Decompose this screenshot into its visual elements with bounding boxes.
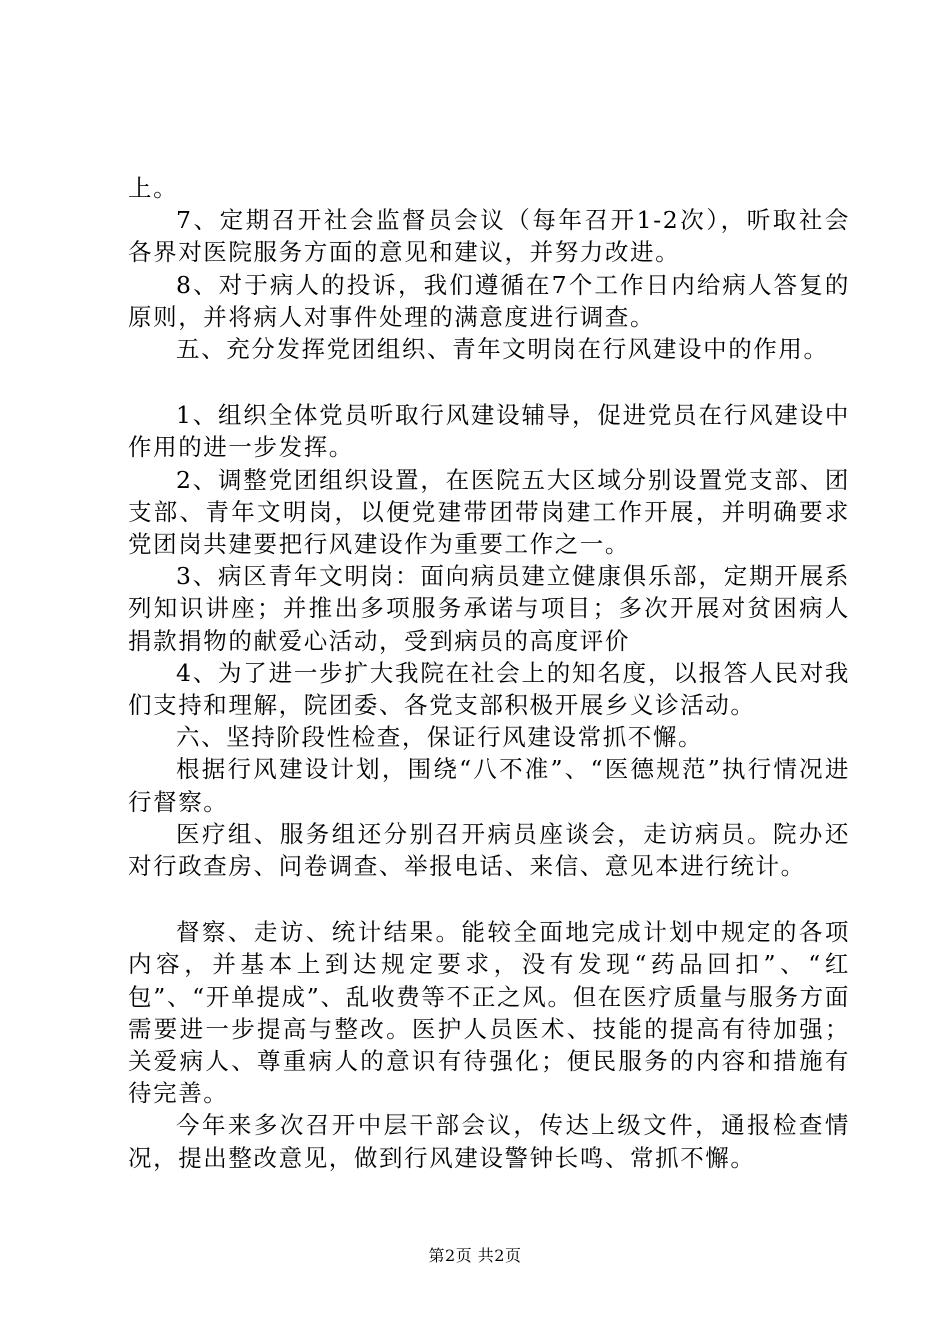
paragraph-gap	[128, 882, 850, 916]
paragraph-item-7: 7、定期召开社会监督员会议（每年召开1-2次），听取社会各界对医院服务方面的意见和建议，并努力改进。	[128, 206, 850, 267]
paragraph-item-2: 2、调整党团组织设置，在医院五大区域分别设置党支部、团支部、青年文明岗，以便党建带团带岗建工作开展，并明确要求党团岗共建要把行风建设作为重要工作之一。	[128, 465, 850, 559]
paragraph-inspection-plan: 根据行风建设计划，围绕“八不准”、“医德规范”执行情况进行督察。	[128, 755, 850, 816]
paragraph-cadre-meetings: 今年来多次召开中层干部会议，传达上级文件，通报检查情况，提出整改意见，做到行风建设警钟长鸣、常抓不懈。	[128, 1111, 850, 1172]
page-footer: 第2页 共2页	[428, 1246, 522, 1265]
paragraph-item-3: 3、病区青年文明岗：面向病员建立健康俱乐部，定期开展系列知识讲座；并推出多项服务承诺与项目；多次开展对贫困病人捐款捐物的献爱心活动，受到病员的高度评价	[128, 562, 850, 655]
paragraph-patient-meetings: 医疗组、服务组还分别召开病员座谈会，走访病员。院办还对行政查房、问卷调查、举报电话、来信、意见本进行统计。	[128, 819, 850, 881]
section-heading-5: 五、充分发挥党团组织、青年文明岗在行风建设中的作用。	[176, 335, 829, 364]
paragraph-inspection-results: 督察、走访、统计结果。能较全面地完成计划中规定的各项内容，并基本上到达规定要求，没有发现“药品回扣”、“红包”、“开单提成”、乱收费等不正之风。但在医疗质量与服务方面需要进一步提高与整改。医护人员医术、技能的提高有待加强；关爱病人、尊重病人的意识有待强化；便民服务的内容和措施有待完善。	[128, 918, 850, 1108]
paragraph-item-1: 1、组织全体党员听取行风建设辅导，促进党员在行风建设中作用的进一步发挥。	[128, 401, 850, 462]
document-body	[128, 172, 850, 1174]
paragraph-gap	[128, 365, 850, 399]
paragraph-item-4: 4、为了进一步扩大我院在社会上的知名度，以报答人民对我们支持和理解，院团委、各党支部积极开展乡义诊活动。	[128, 658, 850, 720]
paragraph-item-8: 8、对于病人的投诉，我们遵循在7个工作日内给病人答复的原则，并将病人对事件处理的满意度进行调查。	[128, 270, 850, 331]
paragraph-continuation: 上。	[128, 174, 179, 202]
section-heading-6: 六、坚持阶段性检查，保证行风建设常抓不懈。	[176, 723, 704, 752]
